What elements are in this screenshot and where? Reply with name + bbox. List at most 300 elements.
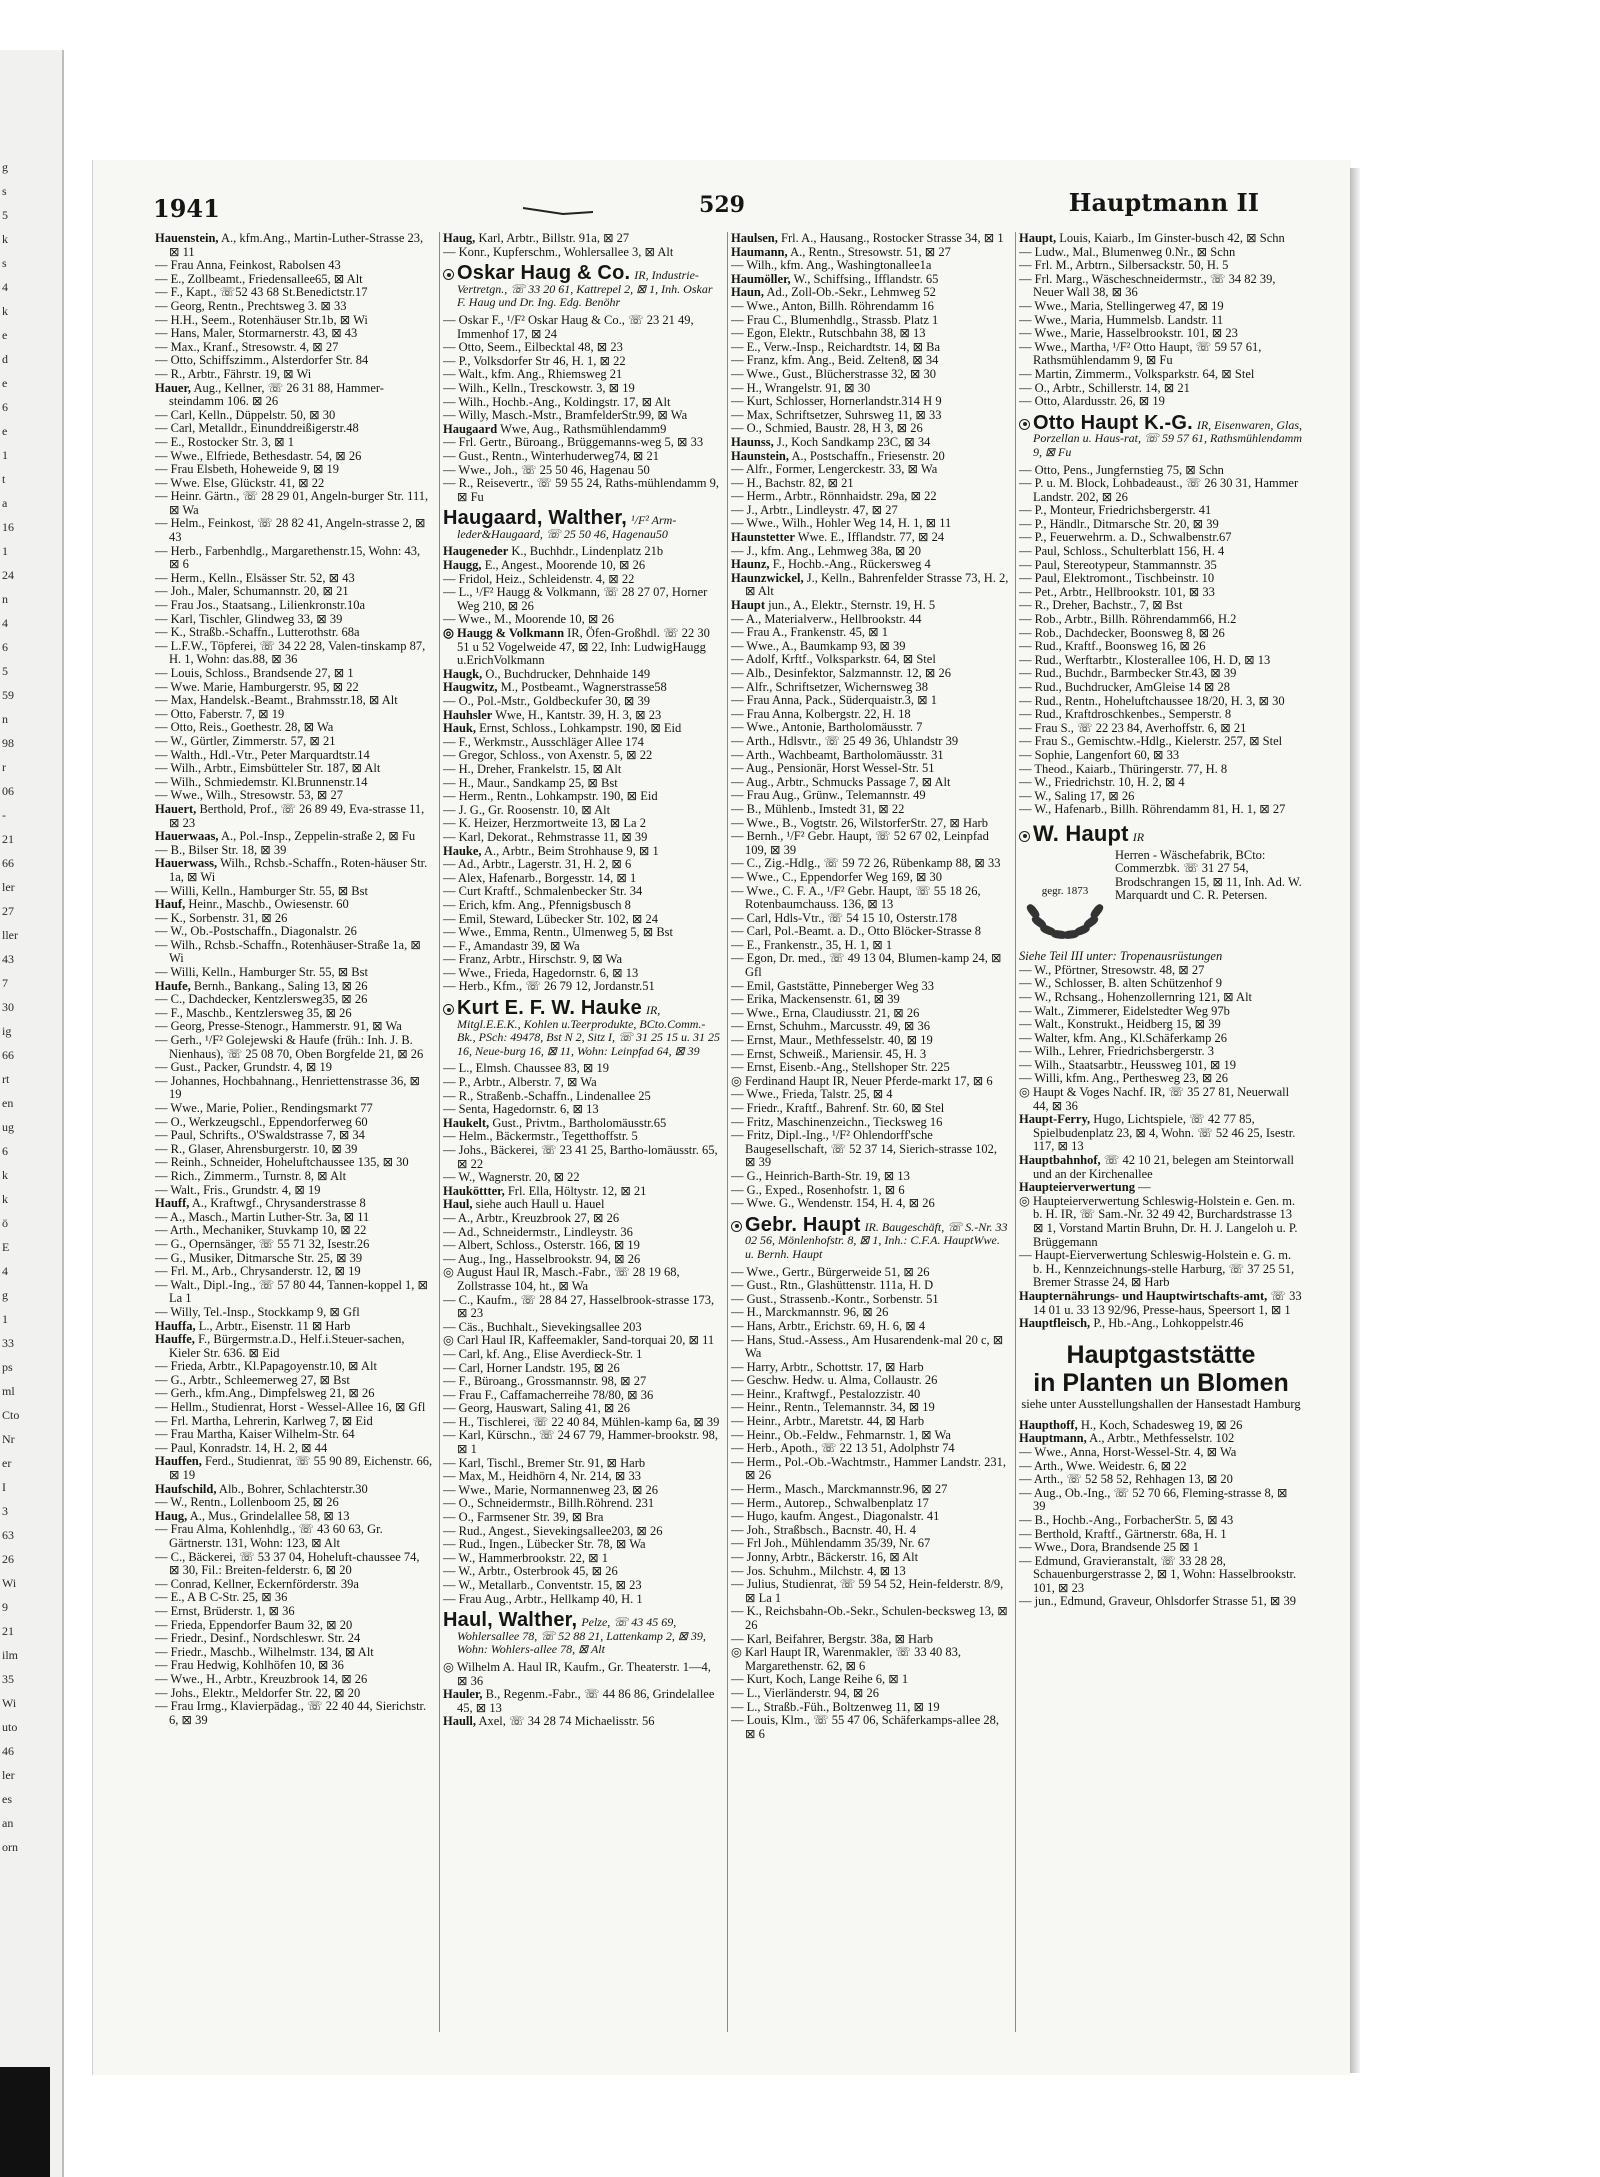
entry-details: Karl, Arbtr., Billstr. 91a, ⊠ 27	[478, 232, 630, 245]
entry-details: — Gust., Rtn., Glashüttenstr. 111a, H. D	[731, 1278, 934, 1293]
directory-entry	[731, 735, 1009, 749]
directory-entry	[731, 1034, 1009, 1048]
directory-entry	[731, 300, 1009, 314]
directory-entry	[155, 1496, 433, 1510]
entry-details: — Walt., Zimmerer, Eidelstedter Weg 97b	[1019, 1003, 1230, 1018]
entry-details: A., Rentn., Stresowstr. 51, ⊠ 27	[790, 244, 951, 259]
directory-entry	[443, 1593, 721, 1607]
directory-entry	[155, 490, 433, 517]
entry-details: — Bernh., ¹/F² Gebr. Haupt, ☏ 52 67 02, Leinpfad 109, ⊠ 39	[731, 829, 989, 857]
directory-entry	[443, 1389, 721, 1403]
entry-surname: Haufschild,	[155, 1481, 217, 1496]
entry-surname: Hauer,	[155, 380, 191, 395]
directory-entry	[155, 1700, 433, 1727]
adjacent-page-fragment: k	[2, 232, 8, 246]
entry-surname: Haunz,	[731, 557, 770, 572]
directory-entry	[731, 1320, 1009, 1334]
directory-entry	[731, 436, 1009, 450]
entry-details: — Erich, kfm. Ang., Pfennigsbusch 8	[443, 897, 631, 912]
directory-entry	[1019, 368, 1303, 382]
directory-entry	[155, 1591, 433, 1605]
w-haupt-text: Herren - Wäschefabrik, BCto: Commerzbk. ☏ 31 27 54, Brodschrangen 15, ⊠ 11, Inh. Ad. W. Marquardt und C. R. Petersen.	[1115, 847, 1302, 903]
entry-details: — Paul, Stereotypeur, Stammannstr. 35	[1019, 557, 1217, 572]
adjacent-page-fragment: ug	[2, 1120, 14, 1134]
entry-details: — R., Arbtr., Fährstr. 19, ⊠ Wi	[155, 366, 312, 381]
entry-details: — Arth., Hdlsvtr., ☏ 25 49 36, Uhlandstr 39	[731, 733, 959, 748]
entry-details: — Max, Handelsk.-Beamt., Brahmsstr.18, ⊠ Alt	[155, 693, 398, 708]
entry-details: — Herm., Masch., Marckmannstr.96, ⊠ 27	[731, 1482, 948, 1497]
entry-details: — Frl. Martha, Lehrerin, Karlweg 7, ⊠ Eid	[155, 1413, 373, 1428]
entry-details: — Otto, Alardusstr. 26, ⊠ 19	[1019, 394, 1165, 409]
directory-entry	[443, 1511, 721, 1525]
entry-details: B., Regenm.-Fabr., ☏ 44 86 86, Grindelallee 45, ⊠ 13	[457, 1687, 715, 1715]
directory-entry	[731, 232, 1009, 246]
directory-entry	[443, 858, 721, 872]
directory-entry	[731, 1510, 1009, 1524]
entry-details: Axel, ☏ 34 28 74 Michaelisstr. 56	[478, 1714, 655, 1729]
entry-details: — Otto, Reis., Goethestr. 28, ⊠ Wa	[155, 720, 334, 735]
directory-entry	[1019, 1154, 1303, 1181]
entry-details: — Herm., Arbtr., Rönnhaidstr. 29a, ⊠ 22	[731, 489, 937, 504]
adjacent-page-fragment: e	[2, 424, 8, 438]
adjacent-page-fragment: k	[2, 304, 8, 318]
firm-entry	[731, 1213, 1009, 1262]
directory-entry	[155, 1619, 433, 1633]
directory-entry	[731, 708, 1009, 722]
directory-entry	[155, 966, 433, 980]
founded-label: gegr. 1873	[1041, 884, 1089, 897]
entry-details: — Frau S., Gemischtw.-Hdlg., Kielerstr. 257, ⊠ Stel	[1019, 734, 1283, 749]
directory-entry	[1019, 1528, 1303, 1542]
directory-entry	[731, 1061, 1009, 1075]
entry-details: — Wwe., Dora, Brandsende 25 ⊠ 1	[1019, 1540, 1199, 1555]
entry-details: — H.H., Seem., Rotenhäuser Str.1b, ⊠ Wi	[155, 312, 368, 327]
adjacent-page-fragment: ilm	[2, 1648, 19, 1662]
entry-surname: Haugeneder	[443, 544, 509, 559]
entry-details: — Georg, Presse-Stenogr., Hammerstr. 91, ⊠ Wa	[155, 1019, 402, 1034]
entry-details: Wwe, H., Kantstr. 39, H. 3, ⊠ 23	[495, 707, 662, 722]
entry-details: — Edmund, Gravieranstalt, ☏ 33 28 28, Schauenburgerstrasse 2, ⊠ 1, Wohn: Hasselbrookstr. 101, ⊠ 23	[1019, 1553, 1297, 1595]
directory-entry	[443, 695, 721, 709]
directory-entry	[1019, 1419, 1303, 1433]
entry-details: — Wwe. Marie, Hamburgerstr. 95, ⊠ 22	[155, 679, 359, 694]
entry-details: — F., Büroang., Grossmannstr. 98, ⊠ 27	[443, 1374, 647, 1389]
directory-entry	[155, 1632, 433, 1646]
entry-surname: Haunss,	[731, 434, 774, 449]
entry-details: — Theod., Kaiarb., Thüringerstr. 77, H. 8	[1019, 761, 1228, 776]
entry-details: — Haupt-Eierverwertung Schleswig-Holstein e. G. m. b. H., Kennzeichnungs-stelle Harburg, ☏ 37 25 51, Bremer Strasse 24, ⊠ Harb	[1019, 1248, 1295, 1290]
directory-entry	[443, 1198, 721, 1212]
directory-entry	[731, 246, 1009, 260]
directory-entry	[155, 1143, 433, 1157]
directory-entry	[443, 1525, 721, 1539]
directory-entry	[1019, 1181, 1303, 1195]
adjacent-page-fragment: 16	[2, 520, 14, 534]
entry-details: — B., Mühlenb., Imstedt 31, ⊠ 22	[731, 801, 905, 816]
directory-entry	[155, 286, 433, 300]
banner-subtitle: in Planten un Blomen	[1033, 1368, 1289, 1397]
directory-entry	[731, 667, 1009, 681]
directory-entry	[1019, 1072, 1303, 1086]
entry-surname: Haulsen,	[731, 232, 778, 245]
entry-details: — O., Schneidermstr., Billh.Röhrend. 231	[443, 1496, 655, 1511]
entry-details: — Hans, Arbtr., Erichstr. 69, H. 6, ⊠ 4	[731, 1318, 926, 1333]
entry-surname: Hauptmann,	[1019, 1431, 1087, 1446]
directory-entry	[443, 749, 721, 763]
adjacent-page-fragment: ö	[2, 1216, 8, 1230]
entry-details: — Wwe., Gust., Blücherstrasse 32, ⊠ 30	[731, 366, 937, 381]
directory-entry	[731, 504, 1009, 518]
directory-entry	[443, 368, 721, 382]
directory-entry	[443, 341, 721, 355]
directory-entry	[731, 789, 1009, 803]
entry-details: — B., Hochb.-Ang., ForbacherStr. 5, ⊠ 43	[1019, 1512, 1234, 1527]
entry-details: — Oskar F., ¹/F² Oskar Haug & Co., ☏ 23 21 49, Immenhof 17, ⊠ 24	[443, 312, 694, 341]
entry-details: — Frl. Marg., Wäscheschneidermstr., ☏ 34 82 39, Neuer Wall 38, ⊠ 36	[1019, 271, 1276, 300]
entry-details: — K. Heizer, Herzmortweite 13, ⊠ La 2	[443, 816, 646, 831]
firm-details: IR, Eisenwaren, Glas, Porzellan u. Haus-rat, ☏ 59 57 61, Rathsmühlendamm 9, ⊠ Fu	[1033, 417, 1303, 459]
entry-details: — A., Materialverw., Hellbrookstr. 44	[731, 611, 922, 626]
directory-entry	[1019, 477, 1303, 504]
entry-details: Bernh., Bankang., Saling 13, ⊠ 26	[193, 978, 368, 993]
entry-details: — Georg, Hauswart, Saling 41, ⊠ 26	[443, 1401, 630, 1416]
entry-surname: Haunzwickel,	[731, 570, 804, 585]
directory-entry	[1019, 341, 1303, 368]
adjacent-page-fragment: 26	[2, 1552, 14, 1566]
entry-details: — B., Bilser Str. 18, ⊠ 39	[155, 842, 287, 857]
directory-entry	[1019, 1317, 1303, 1331]
entry-details: — G., Musiker, Ditmarsche Str. 25, ⊠ 39	[155, 1250, 363, 1265]
entry-details: — Heinr. Gärtn., ☏ 28 29 01, Angeln-burger Str. 111, ⊠ Wa	[155, 489, 429, 517]
directory-entry	[731, 490, 1009, 504]
entry-details: — Louis, Schloss., Brandsende 27, ⊠ 1	[155, 666, 354, 680]
entry-details: ☏ 42 10 21, belegen am Steintorwall und an der Kirchenallee	[1033, 1153, 1295, 1181]
entry-details: — Frau Elsbeth, Hoheweide 9, ⊠ 19	[155, 462, 340, 477]
firm-name: Gebr. Haupt	[745, 1213, 861, 1236]
entry-details: — Karl, Beifahrer, Bergstr. 38a, ⊠ Harb	[731, 1631, 934, 1646]
entry-details: K., Buchhdr., Lindenplatz 21b	[511, 544, 664, 559]
entry-surname: Hauenstein,	[155, 232, 219, 245]
entry-surname: Haunstetter	[731, 530, 795, 545]
directory-entry	[1019, 1555, 1303, 1596]
entry-details: ☏ 33 14 01 u. 33 13 92/96, Presse-haus, Speersort 1, ⊠ 1	[1033, 1288, 1302, 1317]
firm-entry	[1019, 411, 1303, 460]
entry-details: — Wwe., Emma, Rentn., Ulmenweg 5, ⊠ Bst	[443, 925, 674, 940]
directory-entry	[155, 1360, 433, 1374]
directory-entry	[443, 736, 721, 750]
directory-entry	[155, 1374, 433, 1388]
directory-entry	[443, 586, 721, 613]
firm-name: W. Haupt	[1033, 820, 1129, 846]
adjacent-page-fragment: 4	[2, 280, 8, 294]
page-edge-shadow	[1350, 168, 1360, 2073]
directory-entry	[731, 681, 1009, 695]
directory-entry	[1019, 464, 1303, 478]
entry-details: — O., Farmsener Str. 39, ⊠ Bra	[443, 1510, 604, 1525]
directory-entry	[443, 845, 721, 859]
entry-details: — Rob., Dachdecker, Boonsweg 8, ⊠ 26	[1019, 625, 1225, 640]
directory-entry	[155, 1224, 433, 1238]
entry-details: — Wilh., kfm. Ang., Washingtonallee1a	[731, 258, 932, 273]
directory-entry	[155, 1687, 433, 1701]
entry-details: Hugo, Lichtspiele, ☏ 42 77 85, Spielbudenplatz 23, ⊠ 4, Wohn. ☏ 52 46 25, Isestr. 117, ⊠ 13	[1033, 1112, 1296, 1154]
directory-entry	[1019, 964, 1303, 978]
adjacent-page-fragment: g	[2, 1288, 8, 1302]
entry-details: — J., Arbtr., Lindleystr. 47, ⊠ 27	[731, 502, 898, 517]
entry-surname: Hauf,	[155, 897, 186, 912]
entry-details: — Walt., Dipl.-Ing., ☏ 57 80 44, Tannen-koppel 1, ⊠ La 1	[155, 1277, 429, 1306]
directory-entry	[1019, 314, 1303, 328]
directory-entry	[731, 1442, 1009, 1456]
directory-entry	[731, 912, 1009, 926]
directory-entry	[731, 1197, 1009, 1211]
adjacent-page-fragment: 6	[2, 400, 8, 414]
entry-details: — Rud., Buchdr., Barmbecker Str.43, ⊠ 39	[1019, 666, 1237, 681]
directory-entry	[443, 804, 721, 818]
directory-entry	[155, 1061, 433, 1075]
directory-entry	[731, 599, 1009, 613]
directory-entry	[155, 1075, 433, 1102]
directory-entry	[443, 1062, 721, 1076]
directory-entry	[731, 1429, 1009, 1443]
adjacent-page-fragment: e	[2, 328, 8, 342]
directory-entry	[443, 1538, 721, 1552]
entry-details: — Alfr., Former, Lengerckestr. 33, ⊠ Wa	[731, 462, 938, 477]
entry-details: — Wwe., C., Eppendorfer Weg 169, ⊠ 30	[731, 869, 943, 884]
directory-entry	[731, 382, 1009, 396]
directory-entry	[443, 246, 721, 260]
entry-details: — Paul, Schloss., Schulterblatt 156, H. 4	[1019, 544, 1225, 559]
entry-details: Ad., Zoll-Ob.-Sekr., Lehmweg 52	[766, 285, 936, 300]
entry-details: — Willi, Kelln., Hamburger Str. 55, ⊠ Bst	[155, 965, 368, 980]
entry-details: — Rud., Kraftf., Boonsweg 16, ⊠ 26	[1019, 639, 1206, 654]
directory-entry	[731, 980, 1009, 994]
adjacent-page-fragment: 1	[2, 1312, 8, 1326]
column-2	[443, 232, 721, 2032]
firm-entry	[443, 507, 721, 541]
entry-details: — Harry, Arbtr., Schottstr. 17, ⊠ Harb	[731, 1359, 924, 1374]
directory-entry	[443, 613, 721, 627]
entry-details: — K., Straßb.-Schaffn., Lutterothstr. 68a	[155, 625, 360, 640]
entry-details: Ernst, Schloss., Lohkampstr. 190, ⊠ Eid	[479, 721, 682, 736]
registered-firm-icon	[443, 269, 454, 280]
entry-details: ◎ Ferdinand Haupt IR, Neuer Pferde-markt 17, ⊠ 6	[731, 1073, 993, 1088]
directory-entry	[1019, 1249, 1303, 1290]
entry-details: — Carl, kf. Ang., Elise Averdieck-Str. 1	[443, 1346, 643, 1361]
entry-details: — Paul, Schrifts., O'Swaldstrasse 7, ⊠ 34	[155, 1128, 365, 1143]
entry-details: — Carl, Hdls-Vtr., ☏ 54 15 10, Osterstr.178	[731, 910, 958, 925]
directory-entry	[731, 327, 1009, 341]
directory-entry	[1019, 1446, 1303, 1460]
firm-details: IR, Industrie-Vertretgn., ☏ 33 20 61, Kattrepel 2, ⊠ 1, Inh. Oskar F. Haug und Dr. Ing. Edg. Benöhr	[457, 268, 713, 310]
adjacent-page-fragment: 5	[2, 208, 8, 222]
directory-entry	[731, 830, 1009, 857]
firm-name: Kurt E. F. W. Hauke	[457, 997, 642, 1020]
entry-surname: Hauke,	[443, 843, 482, 858]
directory-entry	[155, 1483, 433, 1497]
entry-details: — Franz, Arbtr., Hirschstr. 9, ⊠ Wa	[443, 952, 623, 967]
entry-details: — Otto, Schiffszimm., Alsterdorfer Str. 84	[155, 353, 369, 368]
entry-details: — H., Tischlerei, ☏ 22 40 84, Mühlen-kamp 6a, ⊠ 39	[443, 1414, 720, 1429]
entry-details: — Herm., Kelln., Elsässer Str. 52, ⊠ 43	[155, 570, 355, 585]
directory-entry	[155, 1415, 433, 1429]
directory-entry	[155, 1578, 433, 1592]
entry-details: — Karl, Dekorat., Rehmstrasse 11, ⊠ 39	[443, 829, 648, 844]
entry-details: — Frieda, Arbtr., Kl.Papagoyenstr.10, ⊠ Alt	[155, 1359, 377, 1374]
entry-details: Wwe. E., Ifflandstr. 77, ⊠ 24	[797, 530, 945, 545]
directory-entry	[443, 885, 721, 899]
entry-surname: Hauler,	[443, 1687, 483, 1702]
adjacent-page-fragment: rt	[2, 1072, 10, 1086]
entry-details: — K., Sorbenstr. 31, ⊠ 26	[155, 910, 288, 925]
directory-entry	[731, 395, 1009, 409]
adjacent-page-fragment: ml	[2, 1384, 15, 1398]
directory-entry	[1019, 504, 1303, 518]
directory-entry	[443, 464, 721, 478]
registered-firm-icon	[1019, 419, 1030, 430]
entry-details: — Karl, Tischl., Bremer Str. 91, ⊠ Harb	[443, 1455, 646, 1470]
entry-details: — Wilh., Rchsb.-Schaffn., Rotenhäuser-Straße 1a, ⊠ Wi	[155, 937, 421, 966]
entry-details: — Martin, Zimmerm., Volksparkstr. 64, ⊠ Stel	[1019, 366, 1255, 381]
entry-details: — Rud., Rentn., Hoheluftchaussee 18/20, H. 3, ⊠ 30	[1019, 693, 1285, 708]
firm-entry	[443, 1609, 721, 1657]
directory-entry	[1019, 627, 1303, 641]
entry-details: — Hugo, kaufm. Angest., Diagonalstr. 41	[731, 1509, 940, 1524]
adjacent-page-fragment: 24	[2, 568, 14, 582]
directory-entry	[731, 450, 1009, 464]
directory-entry	[731, 341, 1009, 355]
firm-entry	[1019, 820, 1303, 846]
entry-details: — A., Arbtr., Kreuzbrook 27, ⊠ 26	[443, 1210, 620, 1225]
directory-entry	[443, 1185, 721, 1199]
entry-details: L., Arbtr., Eisenstr. 11 ⊠ Harb	[198, 1318, 351, 1333]
entry-surname: Haumann,	[731, 244, 788, 259]
firm-details: IR	[1132, 829, 1145, 844]
adjacent-page-fragment: 9	[2, 1600, 8, 1614]
directory-entry	[443, 1130, 721, 1144]
entry-details: — Franz, kfm. Ang., Beid. Zelten8, ⊠ 34	[731, 353, 939, 368]
directory-entry	[1019, 803, 1303, 817]
directory-entry	[155, 1428, 433, 1442]
directory-entry	[731, 259, 1009, 273]
entry-details: — Julius, Studienrat, ☏ 59 54 52, Hein-felderstr. 8/9, ⊠ La 1	[731, 1577, 1004, 1605]
entry-details: — H., Dreher, Frankelstr. 15, ⊠ Alt	[443, 761, 622, 776]
firm-details: IR. Baugeschäft, ☏ S.-Nr. 33 02 56, Mönlenhofstr. 8, ⊠ 1, Inh.: C.F.A. HauptWwe. u. Bernh. Haupt	[745, 1219, 1008, 1261]
entry-details: H., Koch, Schadesweg 19, ⊠ 26	[1080, 1417, 1243, 1432]
w-haupt-see-also: Siehe Teil III unter: Tropenausrüstungen	[1019, 949, 1223, 964]
entry-details: — Aug., Arbtr., Schmucks Passage 7, ⊠ Alt	[731, 774, 951, 789]
directory-entry	[155, 1238, 433, 1252]
directory-entry	[443, 232, 721, 246]
directory-entry	[443, 1294, 721, 1321]
directory-entry	[443, 1375, 721, 1389]
entry-details: — Joh., Straßbsch., Bacnstr. 40, H. 4	[731, 1522, 917, 1537]
entry-surname: Haull,	[443, 1714, 476, 1729]
directory-entry	[1019, 1086, 1303, 1113]
directory-entry	[1019, 599, 1303, 613]
entry-details: — Frau Irmg., Klavierpädag., ☏ 22 40 44, Sierichstr. 6, ⊠ 39	[155, 1699, 427, 1727]
entry-details: — L., Straßb.-Füh., Boltzenweg 11, ⊠ 19	[731, 1699, 940, 1714]
entry-details: — Rud., Kraftdroschkenbes., Semperstr. 8	[1019, 707, 1232, 722]
entry-details: — Ernst, Schuhm., Marcusstr. 49, ⊠ 36	[731, 1019, 931, 1034]
directory-entry	[731, 885, 1009, 912]
directory-entry	[731, 572, 1009, 599]
directory-entry	[443, 1688, 721, 1715]
directory-entry	[155, 789, 433, 803]
entry-details: — E., Rostocker Str. 3, ⊠ 1	[155, 434, 294, 449]
directory-entry	[155, 1265, 433, 1279]
firm-entry	[443, 262, 721, 310]
entry-details: — C., Bäckerei, ☏ 53 37 04, Hoheluft-chaussee 74, ⊠ 30, Fil.: Breiten-felderstr. 6, ⊠ 20	[155, 1549, 420, 1578]
entry-details: — E., Frankenstr., 35, H. 1, ⊠ 1	[731, 937, 893, 952]
directory-entry	[155, 1455, 433, 1482]
entry-surname: ◎ Haugg & Volkmann	[443, 626, 565, 641]
entry-details: A., kfm.Ang., Martin-Luther-Strasse 23, ⊠ 11	[169, 232, 424, 259]
entry-details: — C., Kaufm., ☏ 28 84 27, Hasselbrook-strasse 173, ⊠ 23	[443, 1292, 715, 1321]
entry-details: — Wwe., Marie, Hasselbrookstr. 101, ⊠ 23	[1019, 326, 1238, 341]
entry-details: —	[1138, 1180, 1151, 1195]
entry-details: — Heinr., Arbtr., Maretstr. 44, ⊠ Harb	[731, 1414, 925, 1429]
entry-details: — W., Arbtr., Osterbrook 45, ⊠ 26	[443, 1564, 618, 1579]
adjacent-page-fragment: Cto	[2, 1408, 20, 1422]
directory-entry	[1019, 749, 1303, 763]
directory-entry	[155, 382, 433, 409]
directory-entry	[155, 354, 433, 368]
directory-entry	[731, 1551, 1009, 1565]
entry-details: — Arth., Wachbeamt, Bartholomäusstr. 31	[731, 747, 944, 762]
entry-details: — E., Verw.-Insp., Reichardtstr. 14, ⊠ Ba	[731, 339, 941, 354]
entry-details: — Rud., Angest., Sievekingsallee203, ⊠ 26	[443, 1523, 663, 1538]
entry-details: — Ludw., Mal., Blumenweg 0.Nr., ⊠ Schn	[1019, 244, 1236, 259]
directory-entry	[731, 939, 1009, 953]
entry-details: — C., Zig.-Hdlg., ☏ 59 72 26, Rübenkamp 88, ⊠ 33	[731, 856, 1001, 871]
entry-details: — Hans, Stud.-Assess., Am Husarendenk-mal 20 c, ⊠ Wa	[731, 1332, 1004, 1361]
entry-details: — Fritz, Dipl.-Ing., ¹/F² Ohlendorff'sche Baugesellschaft, ☏ 52 37 14, Sierich-strasse 102, ⊠ 39	[731, 1128, 998, 1170]
entry-details: — O., Schmied, Baustr. 28, H 3, ⊠ 26	[731, 421, 923, 436]
directory-entry	[1019, 246, 1303, 260]
entry-details: — Walth., Hdl.-Vtr., Peter Marquardtstr.14	[155, 747, 370, 762]
entry-details: — Wwe. G., Wendenstr. 154, H. 4, ⊠ 26	[731, 1196, 935, 1211]
entry-details: — W., Rchsang., Hohenzollernring 121, ⊠ Alt	[1019, 989, 1253, 1004]
directory-entry	[1019, 1195, 1303, 1249]
entry-details: — Wwe., B., Vogtstr. 26, WilstorferStr. 27, ⊠ Harb	[731, 815, 988, 830]
directory-entry	[731, 1415, 1009, 1429]
directory-entry	[155, 314, 433, 328]
entry-details: — Conrad, Kellner, Eckernförderstr. 39a	[155, 1576, 359, 1591]
entry-details: — F., Kapt., ☏52 43 68 St.Benedictstr.17	[155, 285, 368, 300]
page-year: 1941	[153, 194, 220, 223]
entry-details: — R., Dreher, Bachstr., 7, ⊠ Bst	[1019, 598, 1183, 613]
entry-details: — Fridol, Heiz., Schleidenstr. 4, ⊠ 22	[443, 571, 635, 586]
directory-entry	[155, 1020, 433, 1034]
directory-entry	[1019, 572, 1303, 586]
entry-details: — R., Reisevertr., ☏ 59 55 24, Raths-mühlendamm 9, ⊠ Fu	[443, 476, 720, 504]
directory-entry	[155, 1034, 433, 1061]
directory-entry	[731, 1687, 1009, 1701]
entry-details: A., Arbtr., Methfesselstr. 102	[1089, 1431, 1235, 1446]
directory-entry	[443, 777, 721, 791]
entry-details: — Aug., Ob.-Ing., ☏ 52 70 66, Fleming-strasse 8, ⊠ 39	[1019, 1485, 1288, 1514]
entry-details: — Willi, Kelln., Hamburger Str. 55, ⊠ Bst	[155, 883, 368, 898]
entry-surname: Hauert,	[155, 801, 197, 816]
entry-details: — Otto, Faberstr. 7, ⊠ 19	[155, 706, 285, 721]
directory-entry	[731, 409, 1009, 423]
directory-entry	[1019, 735, 1303, 749]
entry-details: F., Bürgermstr.a.D., Helf.i.Steuer-sachen, Kieler Str. 636. ⊠ Eid	[169, 1332, 405, 1360]
directory-entry	[155, 599, 433, 613]
entry-details: — Emil, Steward, Lübecker Str. 102, ⊠ 24	[443, 911, 658, 926]
directory-entry	[443, 899, 721, 913]
